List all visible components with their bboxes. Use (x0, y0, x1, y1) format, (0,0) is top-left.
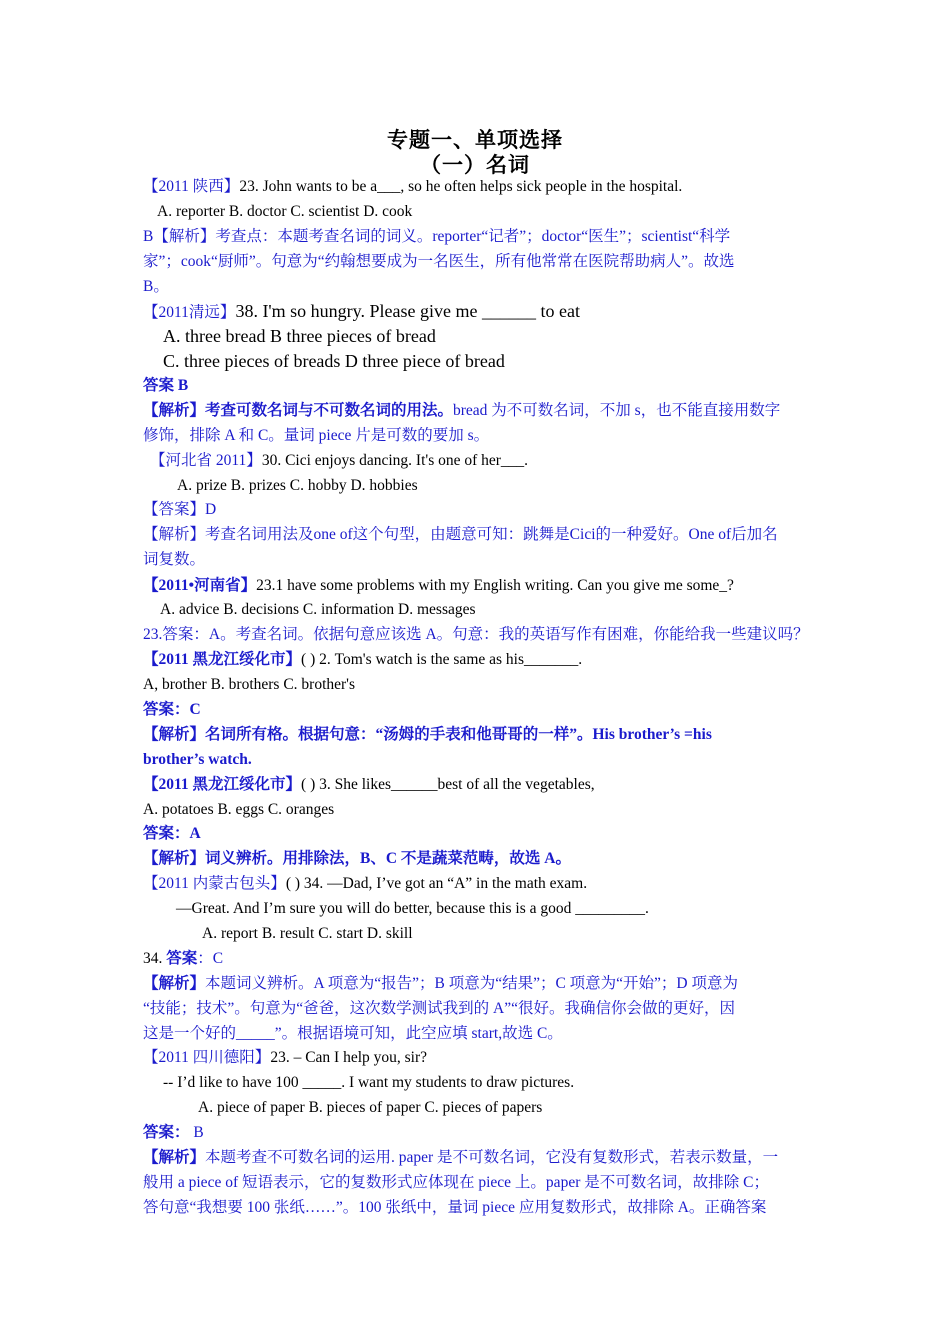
analysis-line: 【解析】考查名词用法及one of这个句型，由题意可知：跳舞是Cici的一种爱好。One of后加名 (143, 526, 778, 543)
options-line: A, brother B. brothers C. brother's (143, 676, 356, 693)
question-line: 【2011清远】38. I'm so hungry. Please give me ______ to eat (143, 301, 580, 321)
source-tag: 【2011清远】 (143, 304, 236, 321)
source-tag: 【2011 内蒙古包头】 (143, 875, 286, 892)
analysis-line: B。 (143, 278, 169, 295)
source-tag: 【河北省 2011】 (150, 452, 262, 469)
question-line: 【2011 陕西】23. John wants to be a___, so he often helps sick people in the hospital. (143, 178, 683, 195)
options-line: A. piece of paper B. pieces of paper C. pieces of papers (198, 1099, 543, 1116)
source-tag: 【2011 陕西】 (143, 178, 240, 195)
answer-line: 答案： B (143, 1124, 204, 1141)
answer-line: 答案 B (143, 377, 189, 394)
analysis-line: 【解析】本题词义辨析。A 项意为“报告”；B 项意为“结果”；C 项意为“开始”；D 项意为 (143, 975, 739, 992)
question-line: 【河北省 2011】30. Cici enjoys dancing. It's one of her___. (150, 452, 529, 469)
analysis-line: 这是一个好的_____”。根据语境可知，此空应填 start,故选 C。 (143, 1025, 563, 1042)
analysis-line: 词复数。 (143, 551, 206, 568)
analysis-line: 【解析】本题考查不可数名词的运用. paper 是不可数名词，它没有复数形式，若表示数量，一 (143, 1149, 779, 1166)
answer-line: 答案：A (143, 825, 201, 842)
options-line: A. reporter B. doctor C. scientist D. cook (157, 203, 413, 220)
options-line: C. three pieces of breads D three piece of bread (163, 351, 505, 371)
answer-line: 答案：C (143, 701, 201, 718)
source-tag: 【2011•河南省】 (143, 577, 257, 594)
options-line: A. potatoes B. eggs C. oranges (143, 801, 335, 818)
analysis-line: 答句意“我想要 100 张纸……”。100 张纸中，量词 piece 应用复数形式，故排除 A。正确答案 (143, 1199, 767, 1216)
question-line: 【2011 黑龙江绥化市】( ) 2. Tom's watch is the same as his_______. (143, 651, 583, 668)
question-line: 【2011 黑龙江绥化市】( ) 3. She likes______best of all the vegetables, (143, 776, 595, 793)
source-tag: 【2011 黑龙江绥化市】 (143, 776, 302, 793)
options-line: A. report B. result C. start D. skill (202, 925, 413, 942)
question-line: 【2011 内蒙古包头】( ) 34. —Dad, I’ve got an “A” in the math exam. (143, 875, 588, 892)
analysis-line: “技能；技术”。句意为“爸爸，这次数学测试我到的 A”“很好。我确信你会做的更好，因 (143, 1000, 735, 1017)
page-title: 专题一、单项选择 (387, 128, 563, 152)
analysis-line: 家”；cook“厨师”。句意为“约翰想要成为一名医生，所有他常常在医院帮助病人”。故选 (143, 253, 735, 270)
source-tag: 【2011 黑龙江绥化市】 (143, 651, 302, 668)
question-line: -- I’d like to have 100 _____. I want my students to draw pictures. (163, 1074, 575, 1091)
question-line: —Great. And I’m sure you will do better, because this is a good _________. (176, 900, 649, 917)
options-line: A. prize B. prizes C. hobby D. hobbies (177, 477, 418, 494)
answer-line: 34. 答案：C (143, 950, 224, 967)
analysis-line: 【解析】名词所有格。根据句意：“汤姆的手表和他哥哥的一样”。His brother’s =his (143, 726, 712, 743)
section-title: （一）名词 (420, 153, 530, 177)
analysis-line: 【解析】考查可数名词与不可数名词的用法。bread 为不可数名词，不加 s，也不能直接用数字 (143, 402, 781, 419)
analysis-line: 修饰，排除 A 和 C。量词 piece 片是可数的要加 s。 (143, 427, 490, 444)
analysis-line: B【解析】考查点：本题考查名词的词义。reporter“记者”；doctor“医生”；scientist“科学 (143, 228, 731, 245)
question-line: 【2011•河南省】23.1 have some problems with my English writing. Can you give me some_? (143, 577, 734, 594)
analysis-line: brother’s watch. (143, 751, 252, 768)
answer-line: 23.答案：A。考查名词。依据句意应该选 A。句意：我的英语写作有困难，你能给我一些建议吗？ (143, 626, 809, 643)
source-tag: 【2011 四川德阳】 (143, 1049, 271, 1066)
options-line: A. advice B. decisions C. information D. messages (160, 601, 476, 618)
answer-line: 【答案】D (143, 501, 217, 518)
analysis-line: 般用 a piece of 短语表示，它的复数形式应体现在 piece 上。paper 是不可数名词，故排除 C； (143, 1174, 769, 1191)
options-line: A. three bread B three pieces of bread (163, 326, 436, 346)
question-line: 【2011 四川德阳】23. – Can I help you, sir? (143, 1049, 428, 1066)
analysis-line: 【解析】词义辨析。用排除法，B、C 不是蔬菜范畴，故选 A。 (143, 850, 571, 867)
